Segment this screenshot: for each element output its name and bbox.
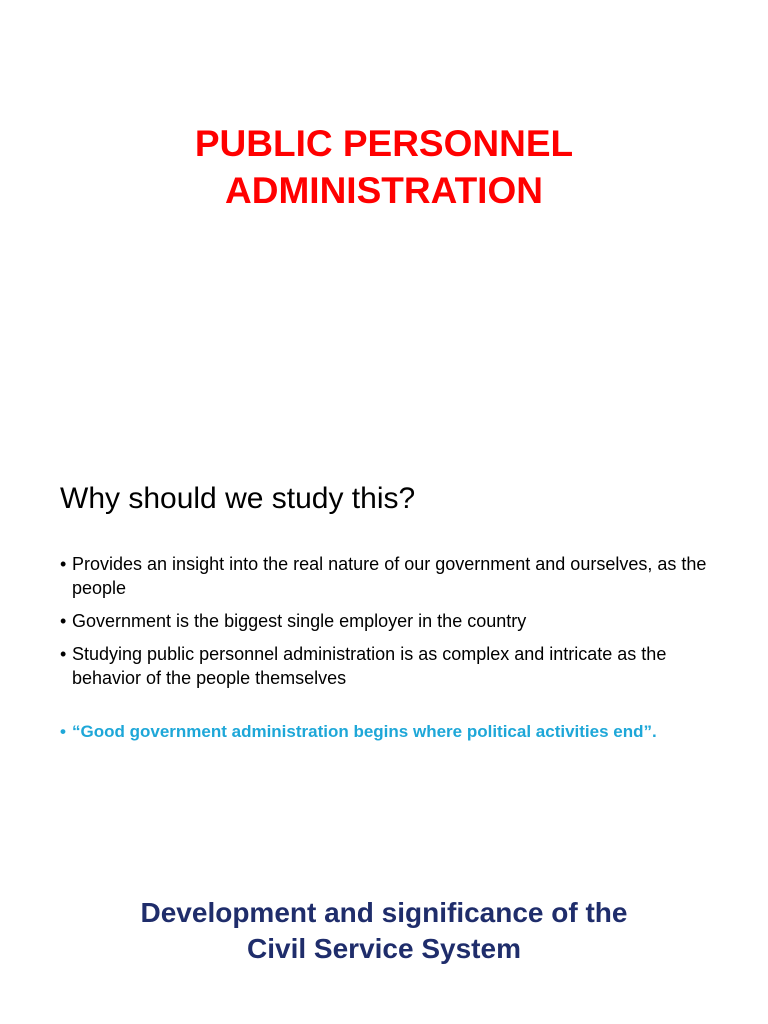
bullet-text: Government is the biggest single employer in the country: [72, 611, 527, 631]
section-title-line-1: Development and significance of the: [140, 897, 628, 928]
content-slide: [0, 460, 768, 780]
bullet-text: Studying public personnel administration is as complex and intricate as the behavior of the people themselves: [72, 644, 667, 688]
section-heading: Why should we study this?: [60, 482, 416, 515]
bullet-dot: •: [60, 722, 66, 741]
section-title-line-2: Civil Service System: [247, 933, 521, 964]
bullet-list: [60, 552, 710, 753]
title-slide: [0, 0, 768, 300]
bullet-dot: •: [60, 611, 67, 631]
quote-item: [60, 720, 710, 744]
bullet-dot: •: [60, 644, 67, 664]
main-title: [0, 120, 768, 214]
main-title-line-2: ADMINISTRATION: [225, 170, 543, 211]
bullet-item-3: [60, 642, 710, 690]
section-title: [0, 895, 768, 967]
bullet-item-2: [60, 609, 710, 633]
main-title-line-1: PUBLIC PERSONNEL: [194, 123, 574, 164]
bullet-dot: •: [60, 554, 67, 574]
bullet-text: Provides an insight into the real nature of our government and ourselves, as the people: [72, 554, 707, 598]
quote-text: “Good government administration begins where political activities end”.: [72, 722, 657, 741]
section-title-slide: [0, 870, 768, 1024]
bullet-item-1: [60, 552, 710, 600]
